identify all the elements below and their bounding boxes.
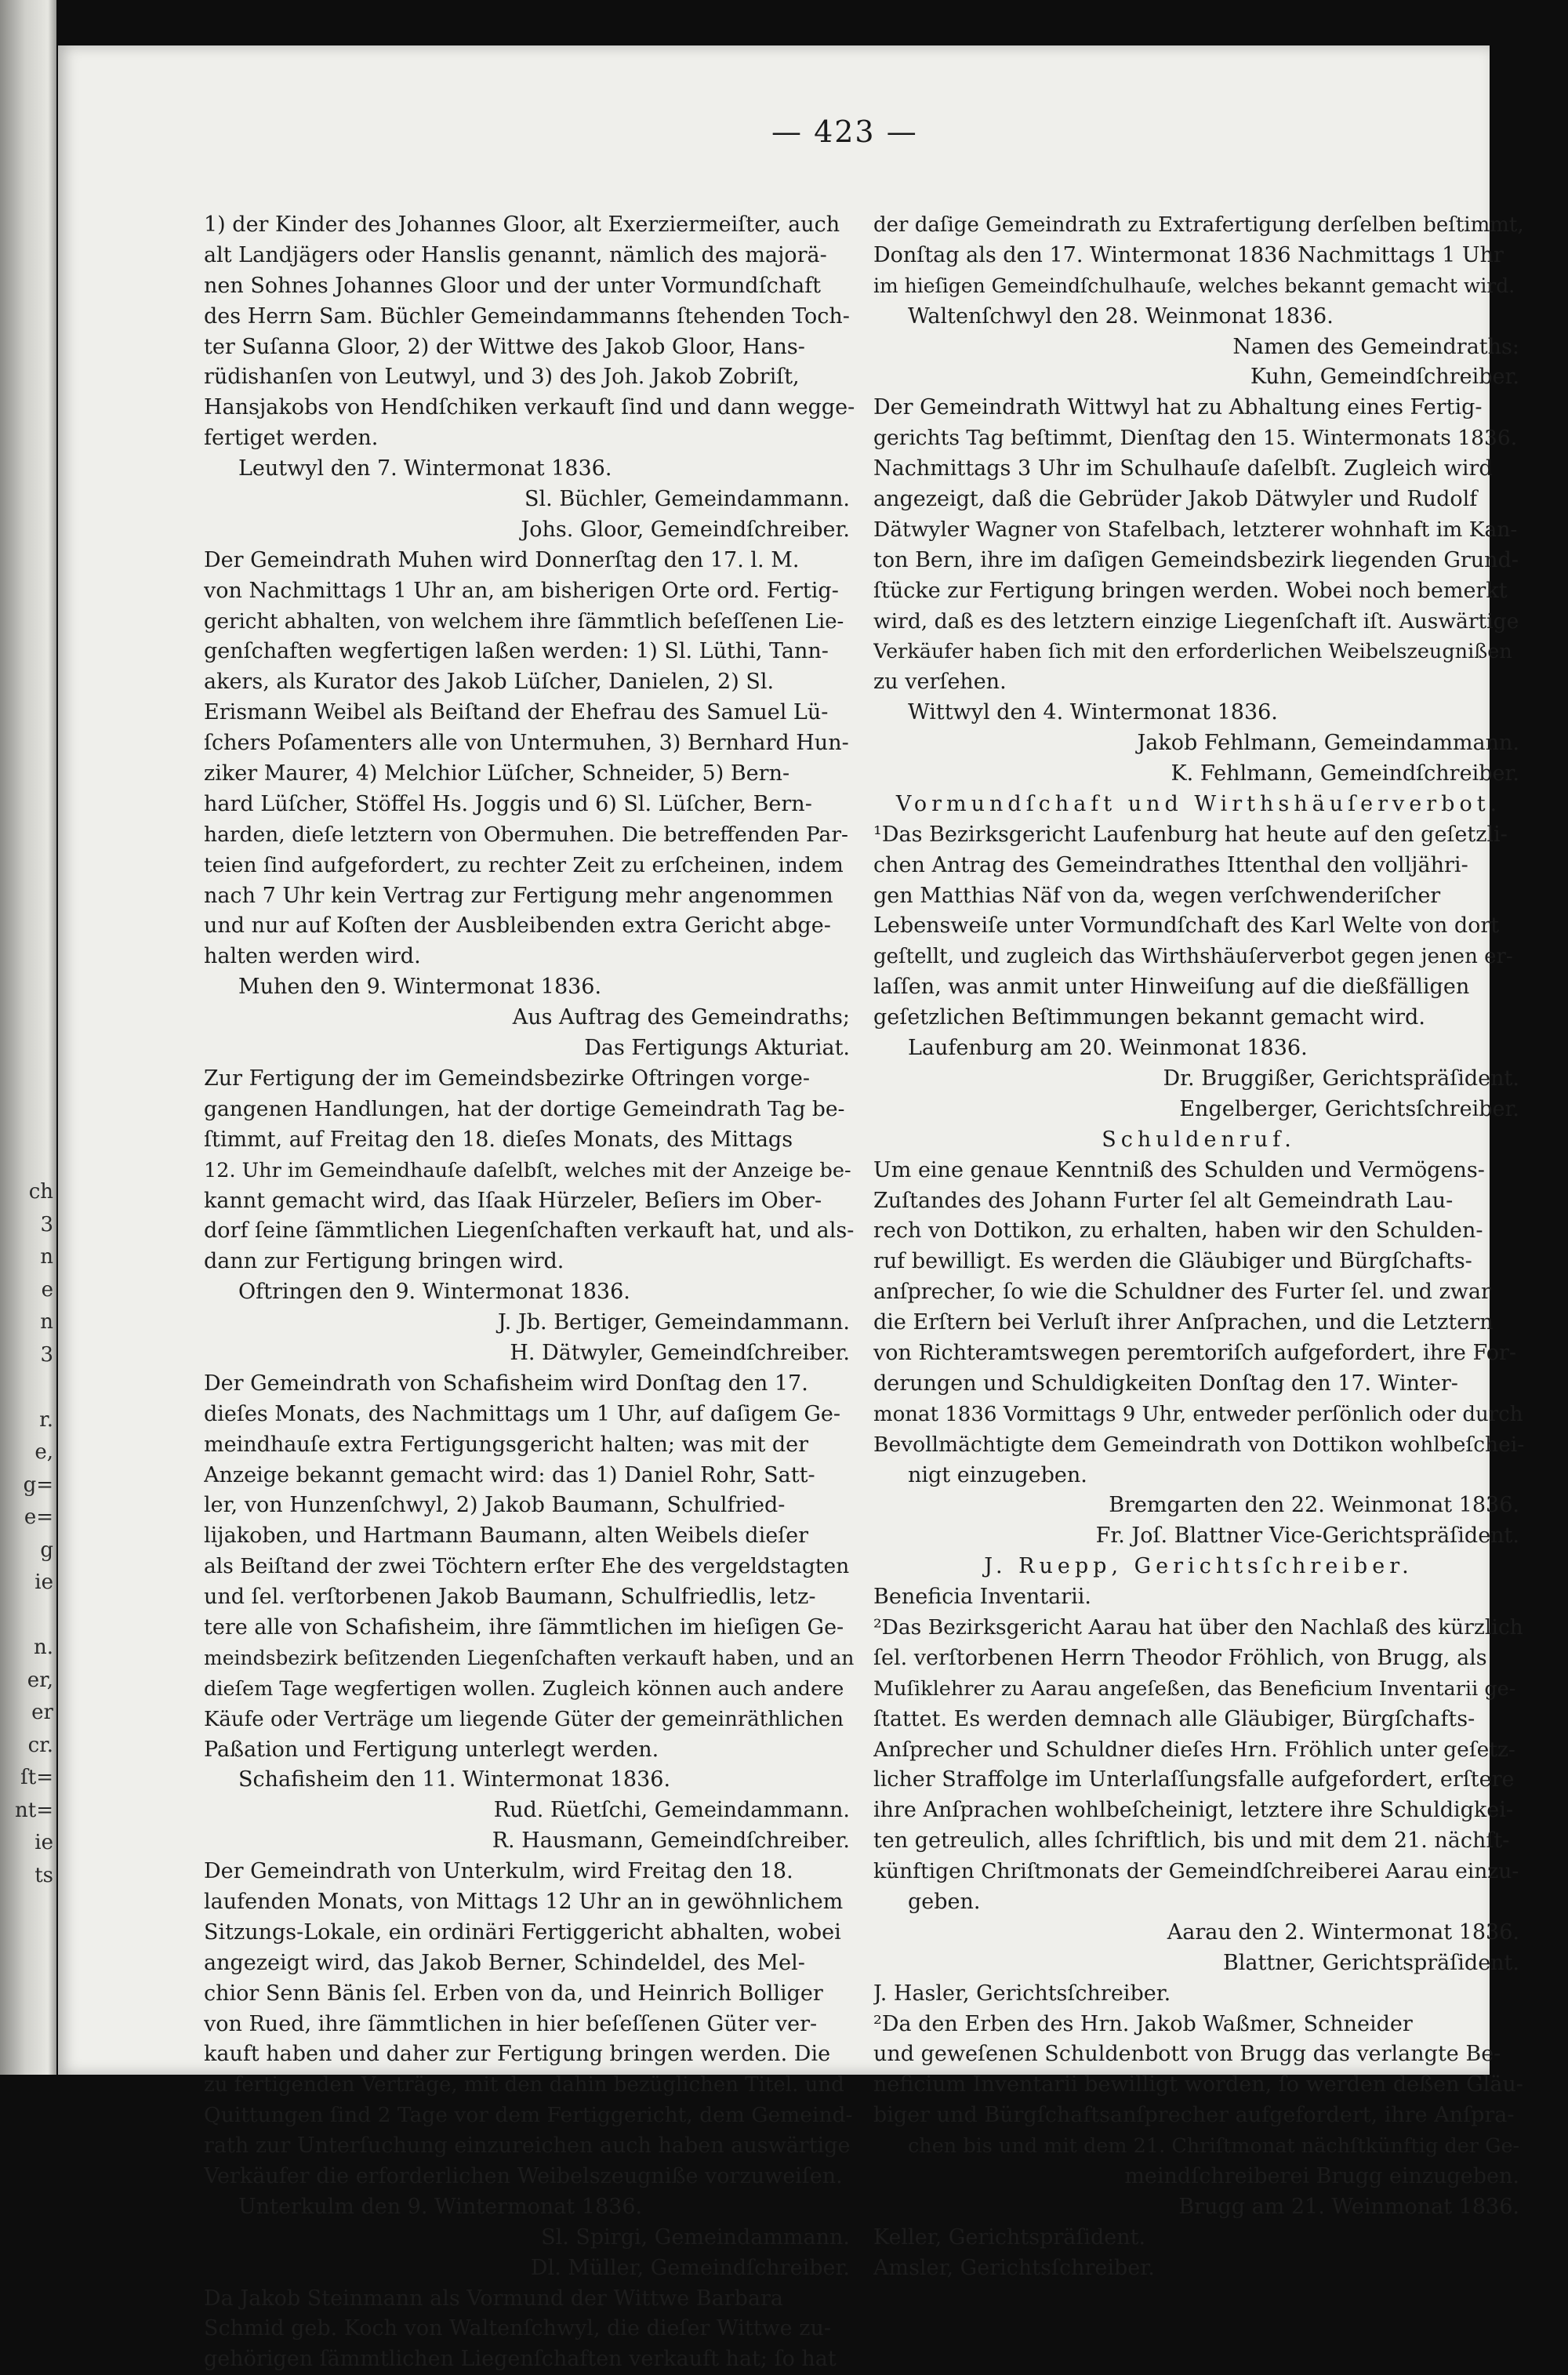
left-column: [204, 210, 855, 2375]
left-column-line: tere alle von Schafisheim, ihre ſämmtlichen im hieſigen Ge-: [204, 1614, 844, 1640]
previous-page-fragment: ts: [34, 1863, 53, 1887]
left-column-line: angezeigt wird, das Jakob Berner, Schindeldel, des Mel-: [204, 1950, 805, 1975]
left-column-line: Der Gemeindrath Muhen wird Donnerſtag den 17. l. M.: [204, 547, 800, 572]
left-column-line: Unterkulm den 9. Wintermonat 1836.: [238, 2194, 643, 2219]
left-column-line: H. Dätwyler, Gemeindſchreiber.: [510, 1340, 850, 1365]
previous-page-fragment: n.: [33, 1636, 53, 1659]
left-column-line: Hansjakobs von Hendſchiken verkauft ſind und dann wegge-: [204, 395, 855, 420]
left-column-line: dann zur Fertigung bringen wird.: [204, 1249, 564, 1274]
previous-page-fragment: e,: [34, 1440, 53, 1464]
right-column-line: Aarau den 2. Wintermonat 1836.: [1167, 1919, 1519, 1945]
left-column-line: Der Gemeindrath von Schafisheim wird Donſtag den 17.: [204, 1371, 808, 1396]
left-column-line: chior Senn Bänis ſel. Erben von da, und Heinrich Bolliger: [204, 1981, 823, 2006]
right-column-line: die Erſtern bei Verluſt ihrer Anſprachen, und die Letztern: [873, 1310, 1494, 1335]
left-column-line: genſchaften wegfertigen laßen werden: 1) Sl. Lüthi, Tann-: [204, 639, 829, 664]
right-column-line: geſtellt, und zugleich das Wirthshäuſerverbot gegen jenen er-: [873, 945, 1513, 969]
right-column-line: Um eine genaue Kenntniß des Schulden und Vermögens-: [873, 1157, 1485, 1182]
left-column-line: Paßation und Fertigung unterlegt werden.: [204, 1737, 659, 1762]
previous-page-fragment: g=: [23, 1473, 53, 1497]
previous-page-fragment: ch: [28, 1180, 53, 1204]
left-column-line: Erismann Weibel als Beiſtand der Ehefrau des Samuel Lü-: [204, 700, 829, 725]
right-column-line: neficium Inventarii bewilligt worden, ſo werden deßen Gläu-: [873, 2072, 1523, 2097]
right-column-line: J. Hasler, Gerichtsſchreiber.: [873, 1981, 1171, 2006]
previous-page-fragment: e=: [24, 1505, 53, 1529]
left-column-line: meindsbezirk beſitzenden Liegenſchaften verkauft haben, und an: [204, 1646, 855, 1669]
left-column-line: gangenen Handlungen, hat der dortige Gemeindrath Tag be-: [204, 1096, 845, 1121]
left-column-line: nach 7 Uhr kein Vertrag zur Fertigung mehr angenommen: [204, 883, 833, 908]
previous-page-fragment: ſt=: [20, 1766, 53, 1789]
left-column-line: Sl. Spirgi, Gemeindammann.: [541, 2224, 850, 2250]
left-column-line: dieſem Tage wegfertigen wollen. Zugleich können auch andere: [204, 1676, 844, 1701]
right-column-line: Muſiklehrer zu Aarau angeſeßen, das Beneficium Inventarii ge-: [873, 1676, 1516, 1701]
right-column-line: chen Antrag des Gemeindrathes Ittenthal den volljähri-: [873, 852, 1468, 877]
right-column-line: und geweſenen Schuldenbott von Brugg das verlangte Be-: [873, 2042, 1501, 2067]
right-column-line: laſſen, was anmit unter Hinweiſung auf die dießfälligen: [873, 975, 1470, 1000]
left-column-line: rath zur Unterſuchung einzureichen auch haben auswärtige: [204, 2134, 851, 2159]
right-column-line: ſel. verſtorbenen Herrn Theodor Fröhlich, von Brugg, als: [873, 1645, 1487, 1670]
left-column-line: meindhauſe extra Fertigungsgericht halten; was mit der: [204, 1432, 809, 1457]
right-column-line: Brugg am 21. Weinmonat 1836.: [1178, 2194, 1519, 2219]
previous-page-fragment: nt=: [15, 1798, 53, 1822]
previous-page-fragment: 3: [40, 1212, 53, 1237]
right-column-line: im hieſigen Gemeindſchulhauſe, welches bekannt gemacht wird.: [873, 274, 1515, 297]
right-column-line: ruf bewilligt. Es werden die Gläubiger und Bürgſchafts-: [873, 1249, 1472, 1274]
previous-page-fragment: g: [40, 1538, 53, 1562]
previous-page-text-fragments: [3, 1176, 53, 1892]
left-column-line: dieſes Monats, des Nachmittags um 1 Uhr, auf daſigem Ge-: [204, 1401, 841, 1426]
previous-page-fragment: ie: [34, 1571, 53, 1594]
right-column-line: Der Gemeindrath Wittwyl hat zu Abhaltung eines Fertig-: [873, 395, 1483, 420]
right-column-line: gerichts Tag beſtimmt, Dienſtag den 15. Wintermonats 1836.: [873, 426, 1518, 451]
left-column-line: kauft haben und daher zur Fertigung bringen werden. Die: [204, 2042, 831, 2067]
left-column-line: und ſel. verſtorbenen Jakob Baumann, Schulfriedlis, letz-: [204, 1585, 816, 1610]
right-column-line: Jakob Fehlmann, Gemeindammann.: [1137, 731, 1519, 756]
right-column-line: ihre Anſprachen wohlbeſcheinigt, letztere ihre Schuldigkei-: [873, 1798, 1514, 1823]
right-column-line: Dr. Bruggißer, Gerichtspräſident.: [1163, 1066, 1519, 1091]
left-column-line: ſchers Poſamenters alle von Untermuhen, 3) Bernhard Hun-: [204, 731, 849, 756]
right-column-line: wird, daß es des letztern einzige Liegenſchaft iſt. Auswärtige: [873, 608, 1519, 634]
right-column-line: Schuldenruf.: [1102, 1127, 1296, 1152]
left-column-line: zu fertigenden Verträge, mit den dahin bezüglichen Titel. und: [204, 2073, 844, 2097]
left-column-line: nen Sohnes Johannes Gloor und der unter Vormundſchaft: [204, 273, 822, 298]
left-column-line: halten werden wird.: [204, 944, 421, 969]
left-column-line: rüdishanſen von Leutwyl, und 3) des Joh. Jakob Zobriſt,: [204, 365, 800, 390]
left-column-line: des Herrn Sam. Büchler Gemeindammanns ſtehenden Toch-: [204, 303, 850, 329]
right-column-line: ²Das Bezirksgericht Aarau hat über den Nachlaß des kürzlich: [873, 1614, 1523, 1640]
right-column-line: Bremgarten den 22. Weinmonat 1836.: [1109, 1493, 1519, 1518]
previous-page-fragment: r.: [39, 1407, 53, 1432]
right-column-line: Kuhn, Gemeindſchreiber.: [1250, 365, 1519, 390]
left-column-line: ter Suſanna Gloor, 2) der Wittwe des Jakob Gloor, Hans-: [204, 334, 805, 359]
left-column-line: Quittungen ſind 2 Tage vor dem Fertiggericht, dem Gemeind-: [204, 2103, 853, 2128]
left-column-line: Da Jakob Steinmann als Vormund der Wittwe Barbara: [204, 2286, 784, 2311]
previous-page-fragment: 3: [40, 1342, 53, 1367]
left-column-line: Leutwyl den 7. Wintermonat 1836.: [238, 456, 612, 481]
left-column-line: Verkäufer die erforderlichen Weibelszeugniße vorzuweiſen.: [204, 2164, 843, 2188]
page-number: — 423 —: [771, 114, 918, 149]
left-column-line: hard Lüſcher, Stöffel Hs. Joggis und 6) Sl. Lüſcher, Bern-: [204, 791, 812, 816]
right-column-line: angezeigt, daß die Gebrüder Jakob Dätwyler und Rudolf: [873, 487, 1478, 512]
previous-page-fragment: er,: [27, 1668, 53, 1692]
right-column-line: Engelberger, Gerichtsſchreiber.: [1179, 1096, 1519, 1121]
right-column: [873, 210, 1524, 2284]
right-column-line: von Richteramtswegen peremtoriſch aufgefordert, ihre For-: [873, 1340, 1517, 1365]
right-column-line: Waltenſchwyl den 28. Weinmonat 1836.: [908, 303, 1334, 329]
right-column-line: geben.: [908, 1889, 981, 1914]
right-column-line: Lebensweiſe unter Vormundſchaft des Karl Welte von dort: [873, 913, 1500, 939]
previous-page-fragment: [3, 1371, 53, 1404]
left-column-line: Käufe oder Verträge um liegende Güter der gemeinräthlichen: [204, 1707, 844, 1731]
previous-page-fragment: e: [41, 1277, 53, 1302]
right-column-line: K. Fehlmann, Gemeindſchreiber.: [1171, 761, 1519, 786]
previous-page-fragment: cr.: [27, 1733, 53, 1757]
newspaper-page: [58, 45, 1524, 2372]
left-column-line: harden, dieſe letztern von Obermuhen. Die betreffenden Par-: [204, 822, 848, 847]
left-column-line: Oftringen den 9. Wintermonat 1836.: [238, 1280, 630, 1305]
previous-page-fragment: n: [40, 1310, 53, 1334]
left-column-line: Schafisheim den 11. Wintermonat 1836.: [238, 1767, 671, 1792]
right-column-line: nigt einzugeben.: [908, 1462, 1087, 1487]
left-column-line: von Nachmittags 1 Uhr an, am bisherigen Orte ord. Fertig-: [204, 578, 839, 603]
left-column-line: 12. Uhr im Gemeindhauſe daſelbſt, welches mit der Anzeige be-: [204, 1158, 851, 1182]
left-column-line: ziker Maurer, 4) Melchior Lüſcher, Schneider, 5) Bern-: [204, 761, 790, 786]
right-column-line: chen bis und mit dem 21. Chriſtmonat nächſtkünftig der Ge-: [908, 2134, 1520, 2159]
left-column-line: Der Gemeindrath von Unterkulm, wird Freitag den 18.: [204, 1859, 793, 1884]
right-column-line: Wittwyl den 4. Wintermonat 1836.: [908, 700, 1278, 725]
right-column-line: meindſchreiberei Brugg einzugeben.: [1124, 2164, 1519, 2188]
right-column-line: Fr. Joſ. Blattner Vice-Gerichtspräſident.: [1095, 1523, 1519, 1549]
right-column-line: J. Ruepp, Gerichtsſchreiber.: [984, 1554, 1414, 1579]
right-column-line: geſetzlichen Beſtimmungen bekannt gemacht wird.: [873, 1005, 1425, 1030]
left-column-line: fertiget werden.: [204, 426, 379, 451]
right-column-line: Anſprecher und Schuldner dieſes Hrn. Fröhlich unter geſetz-: [873, 1737, 1515, 1762]
previous-page-fragment: ie: [34, 1831, 53, 1854]
previous-page-fragment: n: [40, 1245, 53, 1269]
left-column-line: teien ſind aufgefordert, zu rechter Zeit zu erſcheinen, indem: [204, 852, 844, 877]
right-column-line: ſtattet. Es werden demnach alle Gläubiger, Bürgſchafts-: [873, 1706, 1475, 1731]
right-column-line: ¹Das Bezirksgericht Laufenburg hat heute auf den geſetzli-: [873, 822, 1508, 847]
right-column-line: künftigen Chriſtmonats der Gemeindſchreiberei Aarau einzu-: [873, 1859, 1519, 1884]
left-column-line: als Beiſtand der zwei Töchtern erſter Ehe des vergeldstagten: [204, 1554, 850, 1579]
right-column-line: ten getreulich, alles ſchriftlich, bis und mit dem 21. nächſt-: [873, 1828, 1510, 1854]
right-column-line: Nachmittags 3 Uhr im Schulhauſe daſelbſt. Zugleich wird: [873, 456, 1493, 481]
left-column-line: gericht abhalten, von welchem ihre ſämmtlich beſeſſenen Lie-: [204, 609, 844, 634]
left-column-line: 1) der Kinder des Johannes Gloor, alt Exerziermeiſter, auch: [204, 212, 840, 237]
left-column-line: kannt gemacht wird, das Iſaak Hürzeler, Beſiers im Ober-: [204, 1188, 822, 1213]
left-column-line: Johs. Gloor, Gemeindſchreiber.: [521, 517, 850, 542]
left-column-line: Sitzungs-Lokale, ein ordinäri Fertiggericht abhalten, wobei: [204, 1919, 841, 1945]
right-column-line: Verkäufer haben ſich mit den erforderlichen Weibelszeugnißen: [873, 640, 1512, 664]
left-column-line: Anzeige bekannt gemacht wird: das 1) Daniel Rohr, Satt-: [204, 1462, 815, 1487]
right-column-line: Beneficia Inventarii.: [873, 1585, 1092, 1610]
right-column-line: zu verſehen.: [873, 670, 1007, 695]
left-column-line: Aus Auftrag des Gemeindraths;: [512, 1005, 850, 1030]
right-column-line: derungen und Schuldigkeiten Donſtag den 17. Winter-: [873, 1371, 1458, 1396]
right-column-line: rech von Dottikon, zu erhalten, haben wir den Schulden-: [873, 1218, 1483, 1244]
right-column-line: anſprecher, ſo wie die Schuldner des Furter ſel. und zwar: [873, 1280, 1491, 1305]
right-column-line: ²Da den Erben des Hrn. Jakob Waßmer, Schneider: [873, 2011, 1413, 2036]
left-column-line: ler, von Hunzenſchwyl, 2) Jakob Baumann, Schulfried-: [204, 1493, 786, 1518]
right-column-line: Laufenburg am 20. Weinmonat 1836.: [908, 1036, 1308, 1061]
right-column-line: Amsler, Gerichtsſchreiber.: [873, 2255, 1155, 2280]
left-column-line: dorf ſeine ſämmtlichen Liegenſchaften verkauft hat, und als-: [204, 1218, 855, 1244]
left-column-line: lijakoben, und Hartmann Baumann, alten Weibels dieſer: [204, 1523, 809, 1549]
left-column-line: laufenden Monats, von Mittags 12 Uhr an in gewöhnlichem: [204, 1889, 844, 1914]
right-column-line: Keller, Gerichtspräſident.: [873, 2224, 1146, 2250]
right-column-line: gen Matthias Näf von da, wegen verſchwenderiſcher: [873, 883, 1441, 908]
left-column-line: Dl. Müller, Gemeindſchreiber.: [530, 2255, 850, 2280]
left-column-line: gehörigen ſämmtlichen Liegenſchaften verkauft hat; ſo hat: [204, 2347, 837, 2372]
left-column-line: Rud. Rüetſchi, Gemeindammann.: [493, 1798, 850, 1823]
right-column-line: Namen des Gemeindraths:: [1232, 334, 1519, 359]
right-column-line: Vormundſchaft und Wirthshäuſerverbot.: [895, 791, 1502, 816]
right-column-line: licher Straffolge im Unterlaſſungsfalle aufgefordert, erſtere: [873, 1767, 1515, 1792]
right-column-line: biger und Bürgſchaftsanſprecher aufgefordert, ihre Anſpra-: [873, 2103, 1515, 2128]
right-column-line: Blattner, Gerichtspräſident.: [1222, 1950, 1519, 1975]
right-column-line: Dätwyler Wagner von Stafelbach, letzterer wohnhaft im Kan-: [873, 517, 1518, 542]
left-column-line: Das Fertigungs Akturiat.: [584, 1036, 850, 1061]
previous-page-edge: [0, 0, 56, 2075]
right-column-line: Bevollmächtigte dem Gemeindrath von Dottikon wohlbeſchei-: [873, 1432, 1524, 1457]
left-column-line: Schmid geb. Koch von Waltenſchwyl, die dieſer Wittwe zu-: [204, 2316, 831, 2341]
left-column-line: von Rued, ihre ſämmtlichen in hier beſeſſenen Güter ver-: [204, 2011, 818, 2036]
left-column-line: J. Jb. Bertiger, Gemeindammann.: [498, 1310, 850, 1335]
right-column-line: Zuſtandes des Johann Furter ſel alt Gemeindrath Lau-: [873, 1188, 1454, 1213]
left-column-line: akers, als Kurator des Jakob Lüſcher, Danielen, 2) Sl.: [204, 670, 775, 695]
right-column-line: ſtücke zur Fertigung bringen werden. Wobei noch bemerkt: [873, 578, 1508, 603]
right-column-line: monat 1836 Vormittags 9 Uhr, entweder perſönlich oder durch: [873, 1402, 1523, 1426]
left-column-line: und nur auf Koſten der Ausbleibenden extra Gericht abge-: [204, 913, 831, 939]
left-column-line: alt Landjägers oder Hanslis genannt, nämlich des majorä-: [204, 242, 827, 267]
left-column-line: ſtimmt, auf Freitag den 18. dieſes Monats, des Mittags: [204, 1127, 793, 1152]
right-column-line: der daſige Gemeindrath zu Extrafertigung derſelben beſtimmt,: [873, 213, 1524, 237]
left-column-line: Muhen den 9. Wintermonat 1836.: [238, 975, 602, 1000]
left-column-line: R. Hausmann, Gemeindſchreiber.: [492, 1828, 850, 1854]
previous-page-fragment: er: [31, 1701, 53, 1724]
right-column-line: ton Bern, ihre im daſigen Gemeindsbezirk liegenden Grund-: [873, 547, 1519, 572]
left-column-line: Sl. Büchler, Gemeindammann.: [524, 487, 850, 512]
previous-page-fragment: [3, 1600, 53, 1632]
right-column-line: Donſtag als den 17. Wintermonat 1836 Nachmittags 1 Uhr: [873, 242, 1504, 267]
left-column-line: Zur Fertigung der im Gemeindsbezirke Oftringen vorge-: [204, 1066, 810, 1091]
